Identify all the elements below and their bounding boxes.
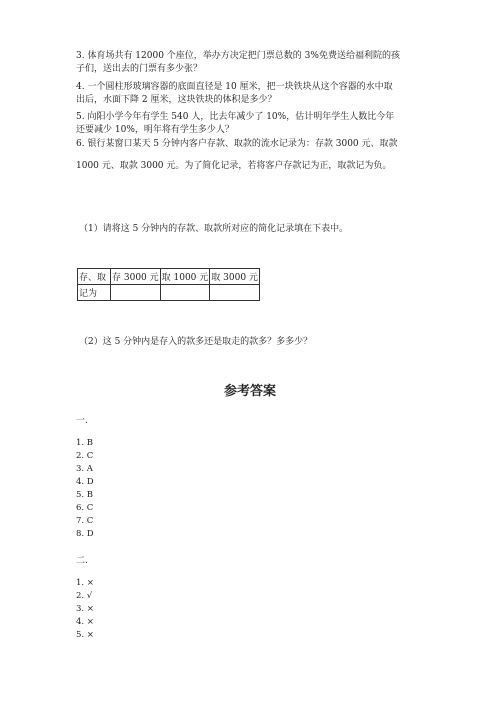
list-item: 7. C xyxy=(76,516,94,526)
list-item: 1. B xyxy=(76,438,94,448)
section-2-answers xyxy=(76,577,94,642)
table-cell: 存 3000 元 xyxy=(111,269,161,285)
list-item: 4. D xyxy=(76,477,94,487)
section-2-label: 二. xyxy=(76,556,88,566)
table-row xyxy=(78,285,260,301)
list-item: 3. × xyxy=(76,604,94,614)
list-item: 1. × xyxy=(76,578,94,588)
table-cell xyxy=(111,285,161,301)
sub-question-1: （1）请将这 5 分钟内的存款、取款所对应的简化记录填在下表中。 xyxy=(79,224,349,234)
sub-question-2: （2）这 5 分钟内是存入的款多还是取走的款多？多多少？ xyxy=(79,337,313,347)
question-5 xyxy=(76,111,394,136)
list-item: 5. B xyxy=(76,490,94,500)
section-1-label: 一. xyxy=(76,416,88,426)
list-item: 3. A xyxy=(76,464,93,474)
section-1-answers xyxy=(76,437,94,541)
question-line: 5. 向阳小学今年有学生 540 人，比去年减少了 10%，估计明年学生人数比今年 xyxy=(76,112,395,122)
table-cell: 取 1000 元 xyxy=(160,269,210,285)
question-line: 3. 体育场共有 12000 个座位，举办方决定把门票总数的 3%免费送给福利院的孩 xyxy=(76,51,400,61)
table-header-row xyxy=(78,269,260,285)
table-cell: 记为 xyxy=(78,285,111,301)
answers-title: 参考答案 xyxy=(223,384,276,399)
table-cell: 取 3000 元 xyxy=(210,269,260,285)
question-3 xyxy=(76,50,400,75)
list-item: 2. √ xyxy=(76,591,93,601)
table-cell xyxy=(210,285,260,301)
list-item: 8. D xyxy=(76,529,94,539)
list-item: 5. × xyxy=(76,630,94,640)
table-cell: 存、取 xyxy=(78,269,111,285)
question-6 xyxy=(76,138,398,172)
question-line: 1000 元、取款 3000 元。为了简化记录，若将客户存款记为正，取款记为负。 xyxy=(76,161,392,171)
record-table xyxy=(77,268,260,301)
list-item: 6. C xyxy=(76,503,94,513)
question-4 xyxy=(76,81,393,106)
question-line: 出后，水面下降 2 厘米，这块铁块的体积是多少？ xyxy=(76,94,277,105)
question-line: 还要减少 10%，明年将有学生多少人？ xyxy=(76,124,234,135)
table-cell xyxy=(160,285,210,301)
question-line: 4. 一个圆柱形玻璃容器的底面直径是 10 厘米，把一块铁块从这个容器的水中取 xyxy=(76,82,393,92)
question-line: 子们，送出去的门票有多少张？ xyxy=(76,63,203,74)
list-item: 4. × xyxy=(76,617,94,627)
list-item: 2. C xyxy=(76,451,94,461)
question-line: 6. 银行某窗口某天 5 分钟内客户存款、取款的流水记录为：存款 3000 元、取款 xyxy=(76,139,398,149)
